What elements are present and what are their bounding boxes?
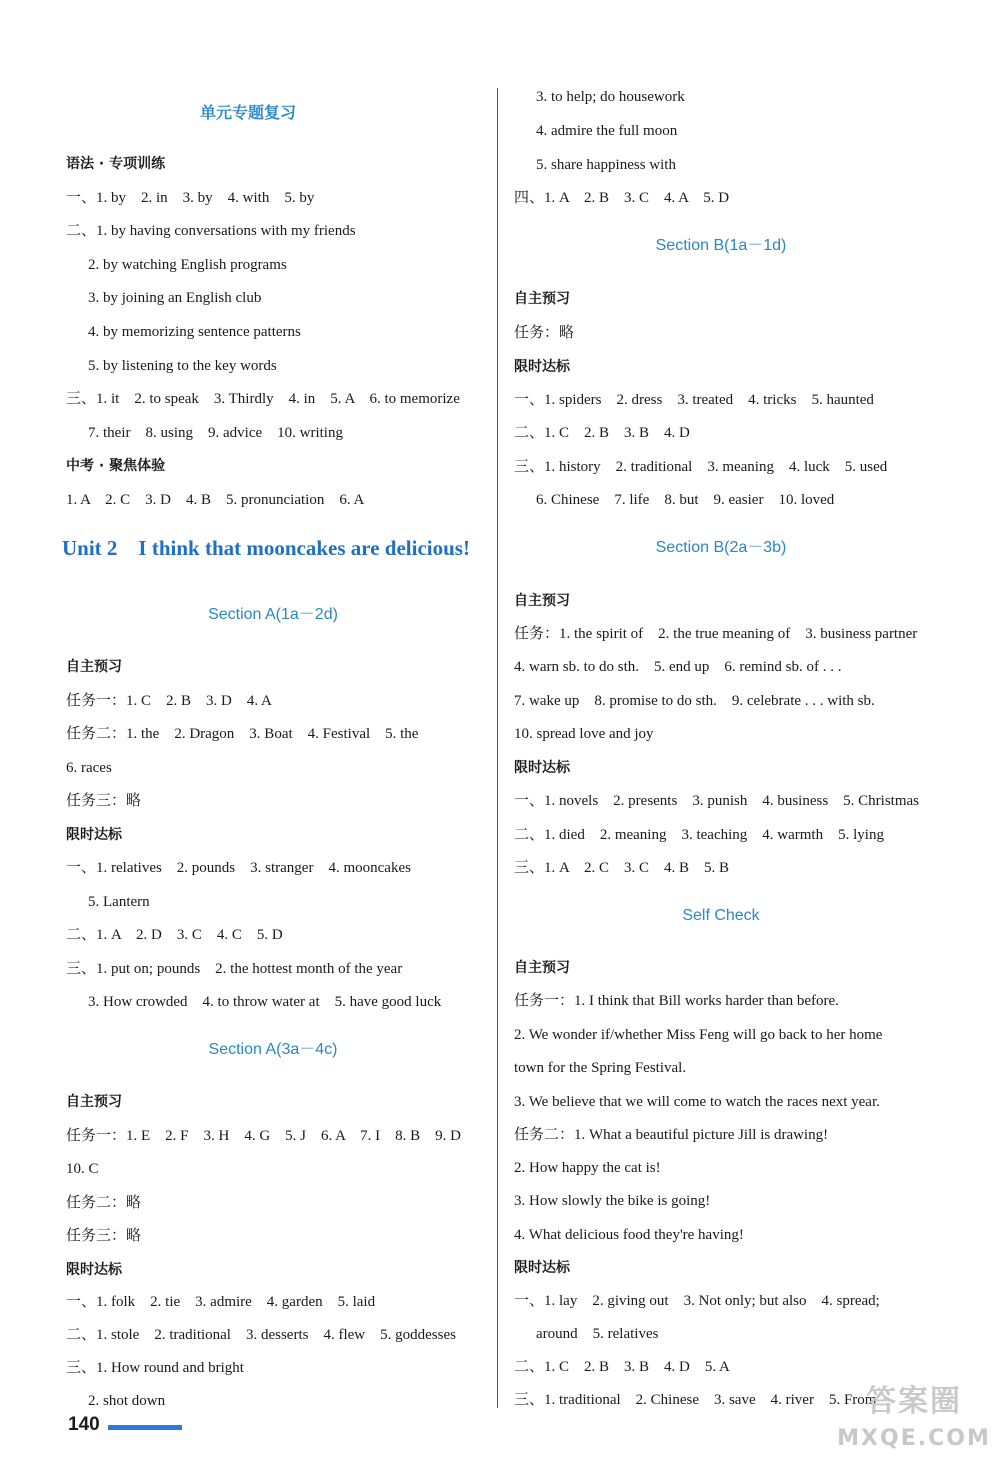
answer-line: 二、1. stole 2. traditional 3. desserts 4. flew 5. goddesses — [66, 1327, 456, 1343]
section-heading: Section B(2a－3b) — [655, 539, 787, 556]
answer-line: 一、1. spiders 2. dress 3. treated 4. tricks 5. haunted — [514, 392, 874, 408]
section-heading: Section B(1a－1d) — [655, 237, 787, 254]
answer-line: 二、1. C 2. B 3. B 4. D — [514, 425, 690, 441]
answer-line: 一、1. relatives 2. pounds 3. stranger 4. mooncakes — [66, 860, 411, 876]
watermark-logo: 答案圈 MXQE.COM — [837, 1384, 991, 1451]
answer-line: 三、1. traditional 2. Chinese 3. save 4. river 5. From — [514, 1392, 877, 1408]
review-title: 单元专题复习 — [199, 103, 296, 122]
answer-line: 四、1. A 2. B 3. C 4. A 5. D — [514, 190, 730, 206]
answer-line: 7. their 8. using 9. advice 10. writing — [88, 425, 343, 441]
answer-line: 任务二：1. the 2. Dragon 3. Boat 4. Festival 5. the — [66, 726, 419, 742]
answer-line: 三、1. history 2. traditional 3. meaning 4. luck 5. used — [514, 459, 888, 475]
answer-line: 任务一：1. I think that Bill works harder than before. — [514, 993, 839, 1009]
page-number: 140 — [68, 1414, 100, 1435]
timed-label: 限时达标 — [514, 359, 570, 375]
answer-line: 7. wake up 8. promise to do sth. 9. celebrate . . . with sb. — [514, 693, 875, 709]
answer-line: 任务三：略 — [66, 793, 142, 809]
answer-line: 5. by listening to the key words — [88, 358, 277, 374]
answer-line: 3. to help; do housework — [536, 89, 685, 105]
preview-label: 自主预习 — [66, 659, 122, 675]
answer-line: 10. C — [66, 1161, 99, 1177]
answer-line: 三、1. How round and bright — [66, 1360, 244, 1376]
answer-line: 4. by memorizing sentence patterns — [88, 324, 301, 340]
answer-line: 4. admire the full moon — [536, 123, 678, 139]
answer-line: 二、1. C 2. B 3. B 4. D 5. A — [514, 1359, 730, 1375]
answer-line: 任务：1. the spirit of 2. the true meaning of 3. business partner — [514, 626, 918, 642]
preview-label: 自主预习 — [514, 960, 570, 976]
section-heading: Self Check — [682, 907, 760, 924]
timed-label: 限时达标 — [66, 1262, 122, 1278]
answer-line: 三、1. put on; pounds 2. the hottest month of the year — [66, 961, 403, 977]
section-heading: Section A(3a－4c) — [208, 1041, 338, 1058]
answer-line: 任务一：1. C 2. B 3. D 4. A — [66, 693, 272, 709]
answer-line: 2. shot down — [88, 1393, 166, 1409]
answer-line: 二、1. by having conversations with my friends — [66, 223, 356, 239]
answer-line: 二、1. A 2. D 3. C 4. C 5. D — [66, 927, 283, 943]
answer-line: 2. How happy the cat is! — [514, 1160, 661, 1176]
answer-line: 3. How slowly the bike is going! — [514, 1193, 711, 1209]
page-number-bar — [108, 1425, 182, 1430]
answer-line: around 5. relatives — [536, 1326, 659, 1342]
answer-line: 1. A 2. C 3. D 4. B 5. pronunciation 6. A — [66, 492, 365, 508]
answer-line: 4. What delicious food they're having! — [514, 1227, 744, 1243]
answer-line: 3. by joining an English club — [88, 290, 262, 306]
grammar-label: 语法 · 专项训练 — [66, 156, 166, 172]
answer-line: 任务三：略 — [66, 1228, 142, 1244]
zhongkao-label: 中考 · 聚焦体验 — [66, 458, 166, 474]
unit-title: Unit 2 I think that mooncakes are delicious! — [62, 536, 470, 560]
answer-line: 3. How crowded 4. to throw water at 5. have good luck — [88, 994, 442, 1010]
answer-line: 三、1. A 2. C 3. C 4. B 5. B — [514, 860, 730, 876]
column-divider — [497, 88, 498, 1408]
section-heading: Section A(1a－2d) — [208, 606, 338, 623]
answer-line: 4. warn sb. to do sth. 5. end up 6. remind sb. of . . . — [514, 659, 842, 675]
timed-label: 限时达标 — [514, 1260, 570, 1276]
answer-line: 一、1. novels 2. presents 3. punish 4. business 5. Christmas — [514, 793, 919, 809]
answer-line: 任务二：1. What a beautiful picture Jill is drawing! — [514, 1127, 829, 1143]
answer-line: 3. We believe that we will come to watch the races next year. — [514, 1094, 880, 1110]
preview-label: 自主预习 — [66, 1094, 122, 1110]
preview-label: 自主预习 — [514, 593, 570, 609]
answer-line: 2. by watching English programs — [88, 257, 287, 273]
answer-line: 6. Chinese 7. life 8. but 9. easier 10. loved — [536, 492, 835, 508]
preview-label: 自主预习 — [514, 291, 570, 307]
answer-line: town for the Spring Festival. — [514, 1060, 687, 1076]
answer-line: 10. spread love and joy — [514, 726, 654, 742]
answer-line: 一、1. by 2. in 3. by 4. with 5. by — [66, 190, 315, 206]
answer-line: 6. races — [66, 760, 112, 776]
answer-line: 一、1. lay 2. giving out 3. Not only; but also 4. spread; — [514, 1293, 880, 1309]
timed-label: 限时达标 — [66, 827, 122, 843]
answer-line: 一、1. folk 2. tie 3. admire 4. garden 5. laid — [66, 1294, 376, 1310]
answer-line: 5. Lantern — [88, 894, 150, 910]
answer-line: 2. We wonder if/whether Miss Feng will go back to her home — [514, 1027, 883, 1043]
answer-line: 二、1. died 2. meaning 3. teaching 4. warmth 5. lying — [514, 827, 884, 843]
answer-line: 5. share happiness with — [536, 157, 676, 173]
answer-line: 三、1. it 2. to speak 3. Thirdly 4. in 5. A 6. to memorize — [66, 391, 460, 407]
timed-label: 限时达标 — [514, 760, 570, 776]
answer-line: 任务：略 — [514, 325, 575, 341]
answer-line: 任务二：略 — [66, 1195, 142, 1211]
answer-line: 任务一：1. E 2. F 3. H 4. G 5. J 6. A 7. I 8. B 9. D — [66, 1128, 462, 1144]
